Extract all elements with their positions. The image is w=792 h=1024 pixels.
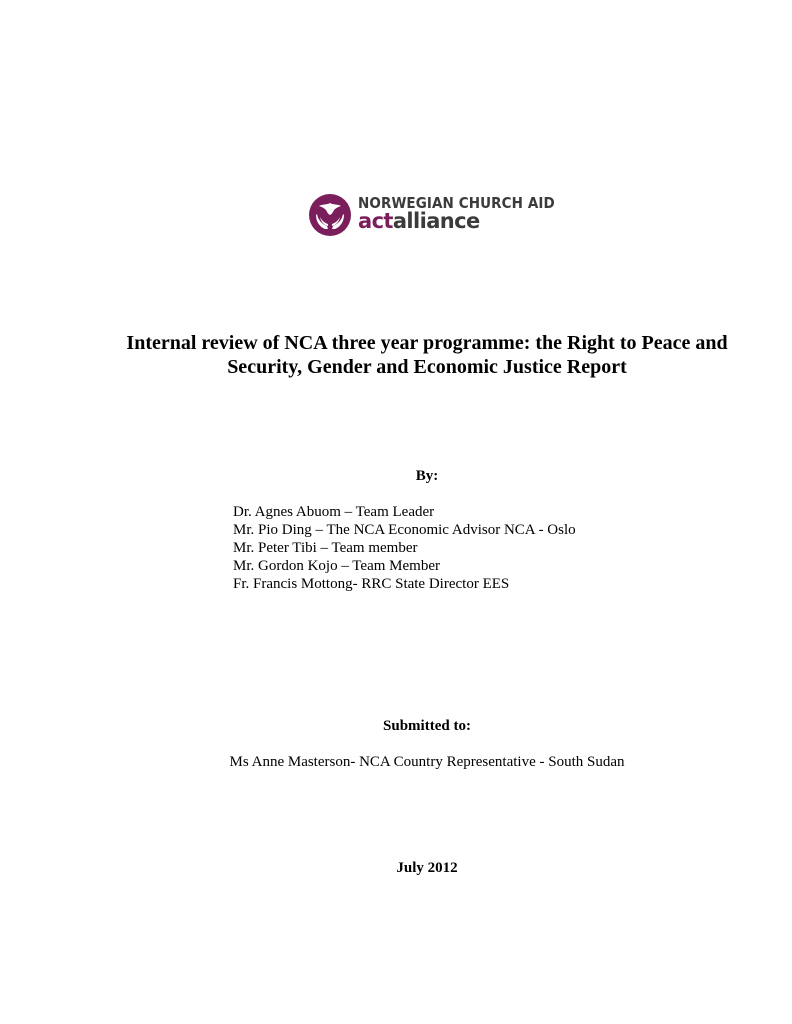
team-member: Fr. Francis Mottong- RRC State Director EES	[233, 576, 510, 592]
team-member: Dr. Agnes Abuom – Team Leader	[233, 504, 435, 520]
report-date: July 2012	[396, 860, 458, 876]
submitted-to-heading: Submitted to:	[383, 718, 471, 734]
organization-logo	[309, 194, 554, 240]
report-title	[112, 331, 742, 379]
logo-act-text: act	[358, 209, 393, 233]
team-member-list	[233, 503, 576, 593]
report-title-line-1: Internal review of NCA three year programme: the Right to Peace and	[126, 332, 728, 354]
authors-heading: By:	[415, 468, 439, 484]
report-title-line-2: Security, Gender and Economic Justice Report	[227, 356, 627, 378]
recipient: Ms Anne Masterson- NCA Country Representative - South Sudan	[229, 754, 625, 770]
dove-hands-icon	[309, 194, 351, 236]
logo-org-name: NORWEGIAN CHURCH AID	[358, 194, 555, 212]
logo-alliance-name	[358, 211, 480, 232]
team-member: Mr. Gordon Kojo – Team Member	[233, 558, 440, 574]
team-member: Mr. Pio Ding – The NCA Economic Advisor NCA - Oslo	[233, 522, 576, 538]
logo-alliance-text: alliance	[392, 209, 480, 233]
team-member: Mr. Peter Tibi – Team member	[233, 540, 418, 556]
